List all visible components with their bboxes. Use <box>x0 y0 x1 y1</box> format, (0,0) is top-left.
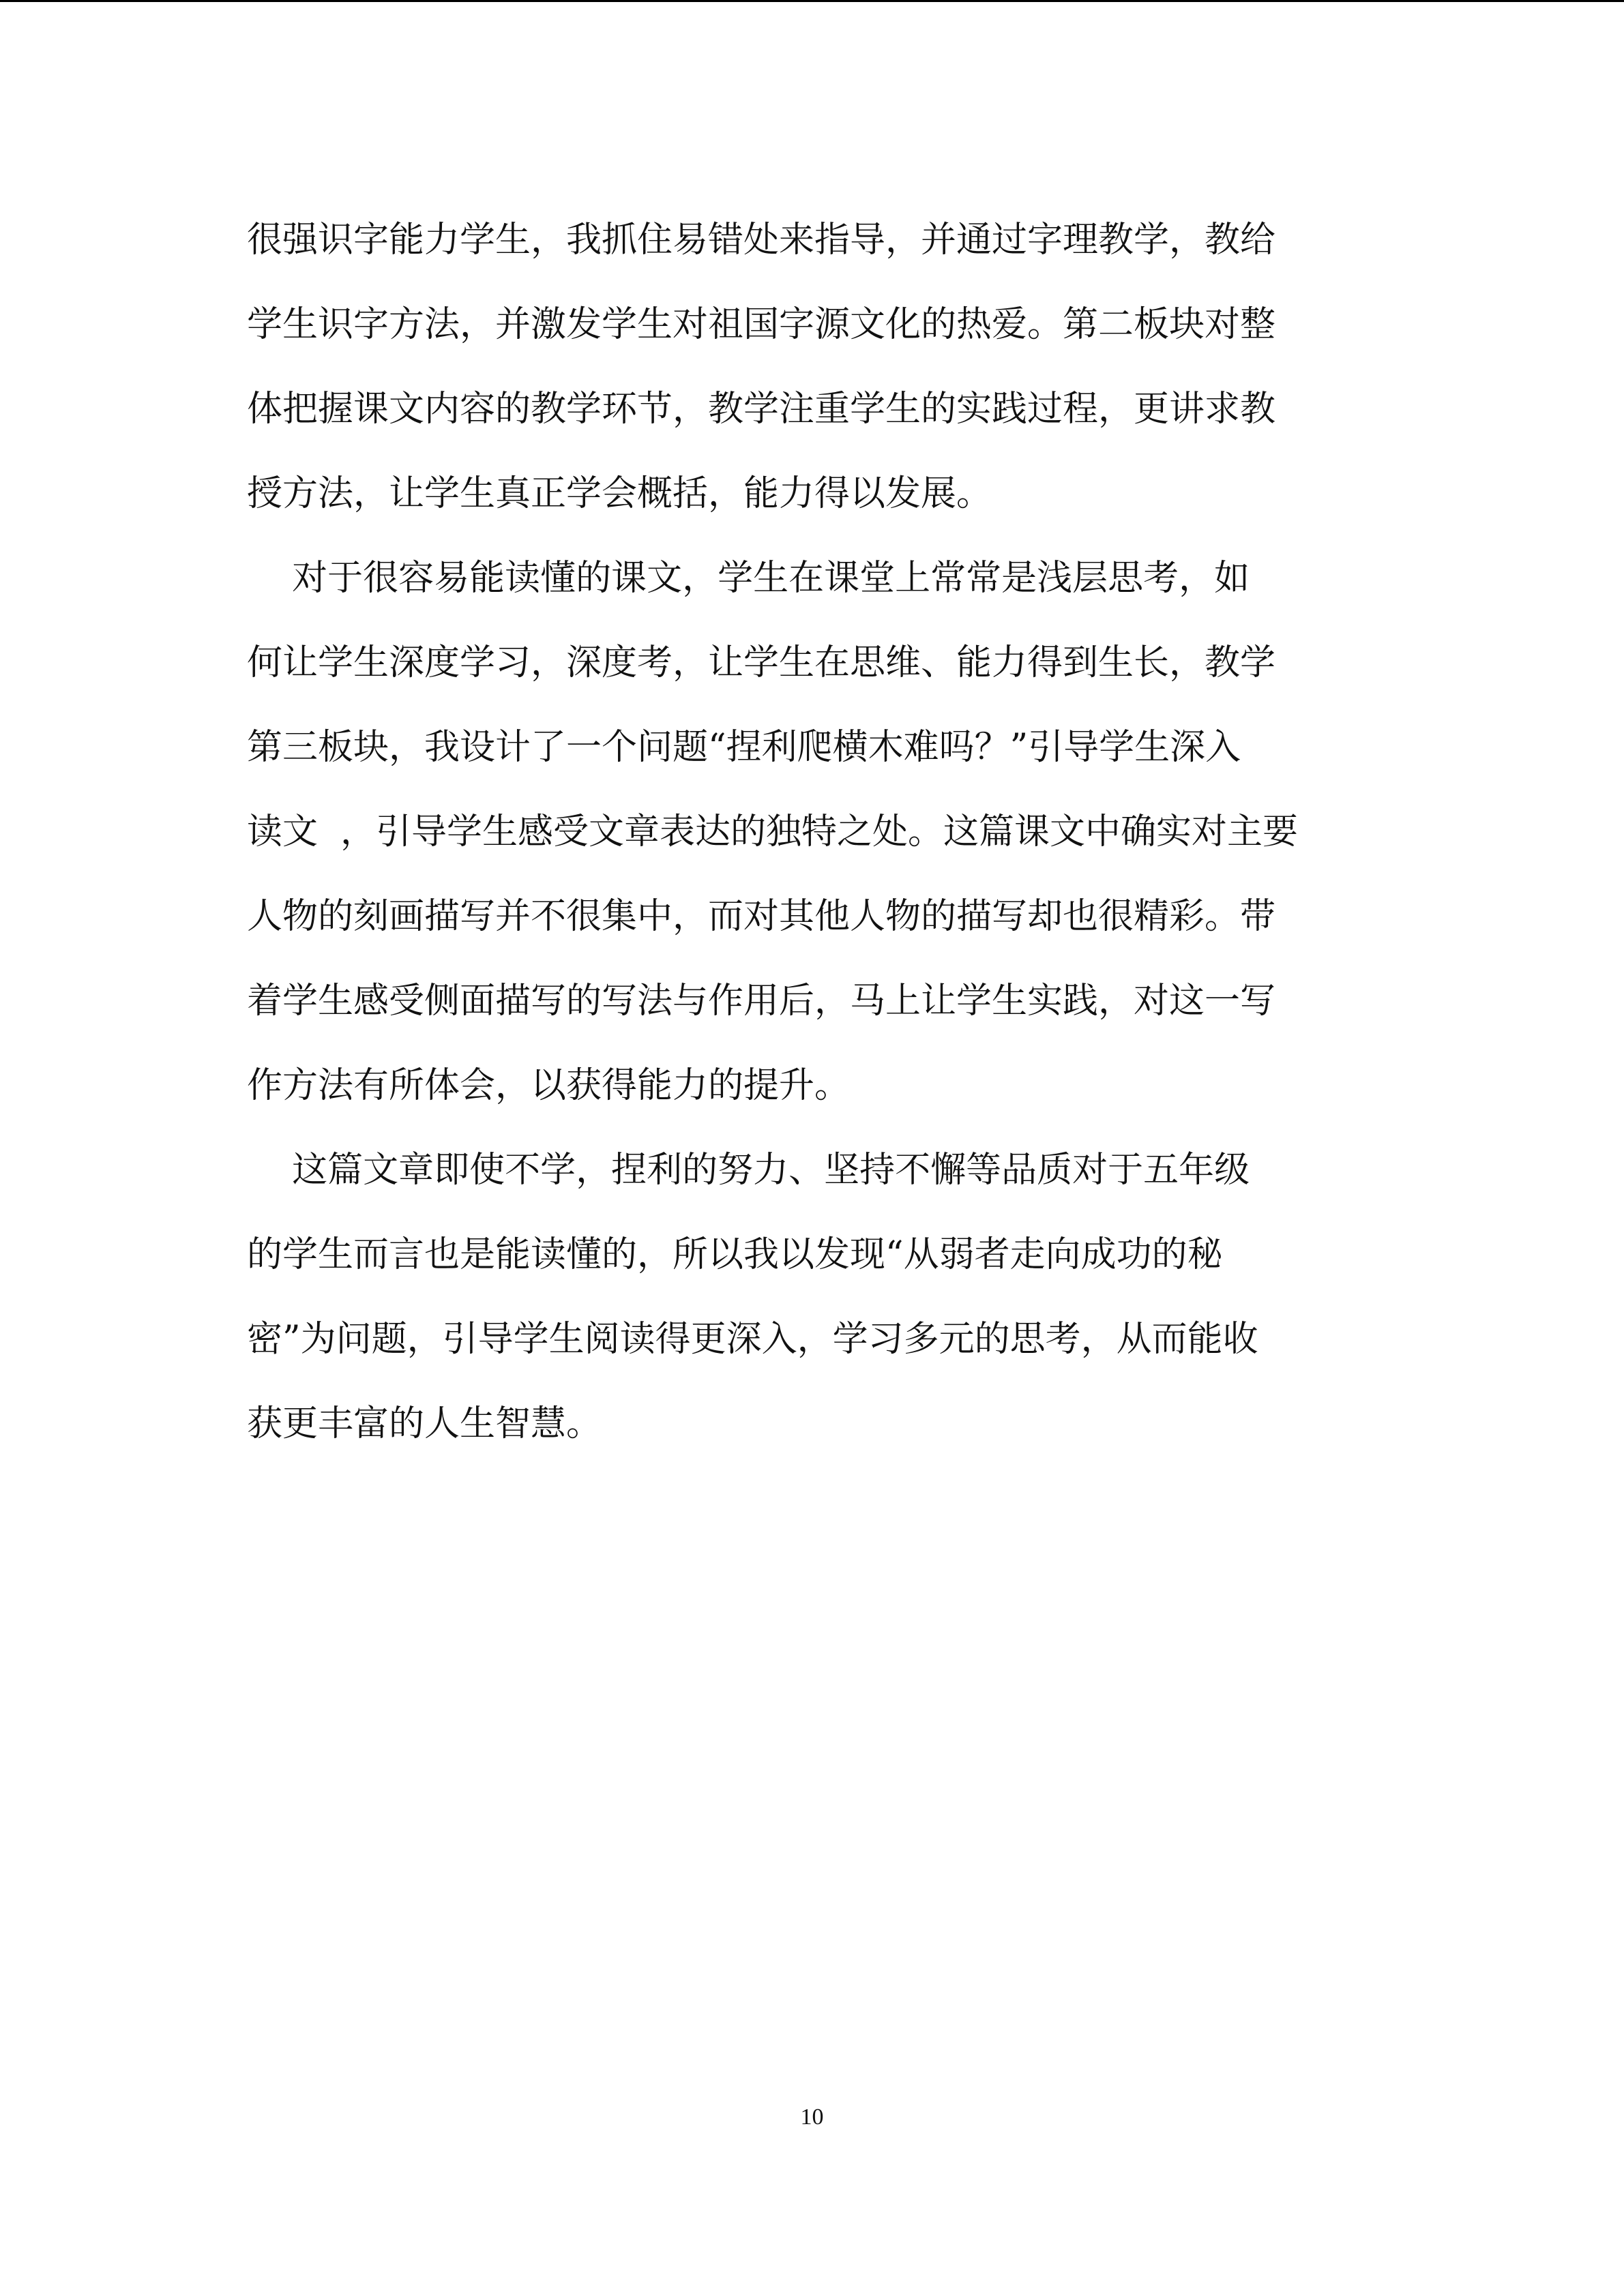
text-line: 对于很容易能读懂的课文，学生在课堂上常常是浅层思考，如 <box>247 558 1250 599</box>
text-line: 很强识字能力学生，我抓住易错处来指导，并通过字理教学，教给 <box>247 220 1276 260</box>
text-line: 读文 ，引导学生感受文章表达的独特之处。这篇课文中确实对主要 <box>247 811 1299 852</box>
text-line: 获更丰富的人生智慧。 <box>247 1403 602 1444</box>
text-line: 授方法，让学生真正学会概括，能力得以发展。 <box>247 473 992 514</box>
text-line: 何让学生深度学习，深度考，让学生在思维、能力得到生长，教学 <box>247 642 1276 683</box>
text-line: 体把握课文内容的教学环节，教学注重学生的实践过程，更讲求教 <box>247 389 1276 430</box>
top-border-rule <box>0 0 1624 2</box>
body-text <box>247 198 1379 1466</box>
text-line: 人物的刻画描写并不很集中，而对其他人物的描写却也很精彩。带 <box>247 896 1276 937</box>
text-line: 的学生而言也是能读懂的，所以我以发现“从弱者走向成功的秘 <box>247 1234 1223 1275</box>
page-number: 10 <box>800 2104 824 2130</box>
text-line: 这篇文章即使不学，捏利的努力、坚持不懈等品质对于五年级 <box>247 1150 1250 1191</box>
text-line: 第三板块，我设计了一个问题“捏利爬横木难吗？”引导学生深入 <box>247 727 1241 768</box>
text-line: 密”为问题，引导学生阅读得更深入，学习多元的思考，从而能收 <box>247 1319 1258 1360</box>
text-line: 作方法有所体会，以获得能力的提升。 <box>247 1065 851 1106</box>
text-line: 着学生感受侧面描写的写法与作用后，马上让学生实践，对这一写 <box>247 981 1276 1022</box>
text-line: 学生识字方法，并激发学生对祖国字源文化的热爱。第二板块对整 <box>247 304 1276 345</box>
